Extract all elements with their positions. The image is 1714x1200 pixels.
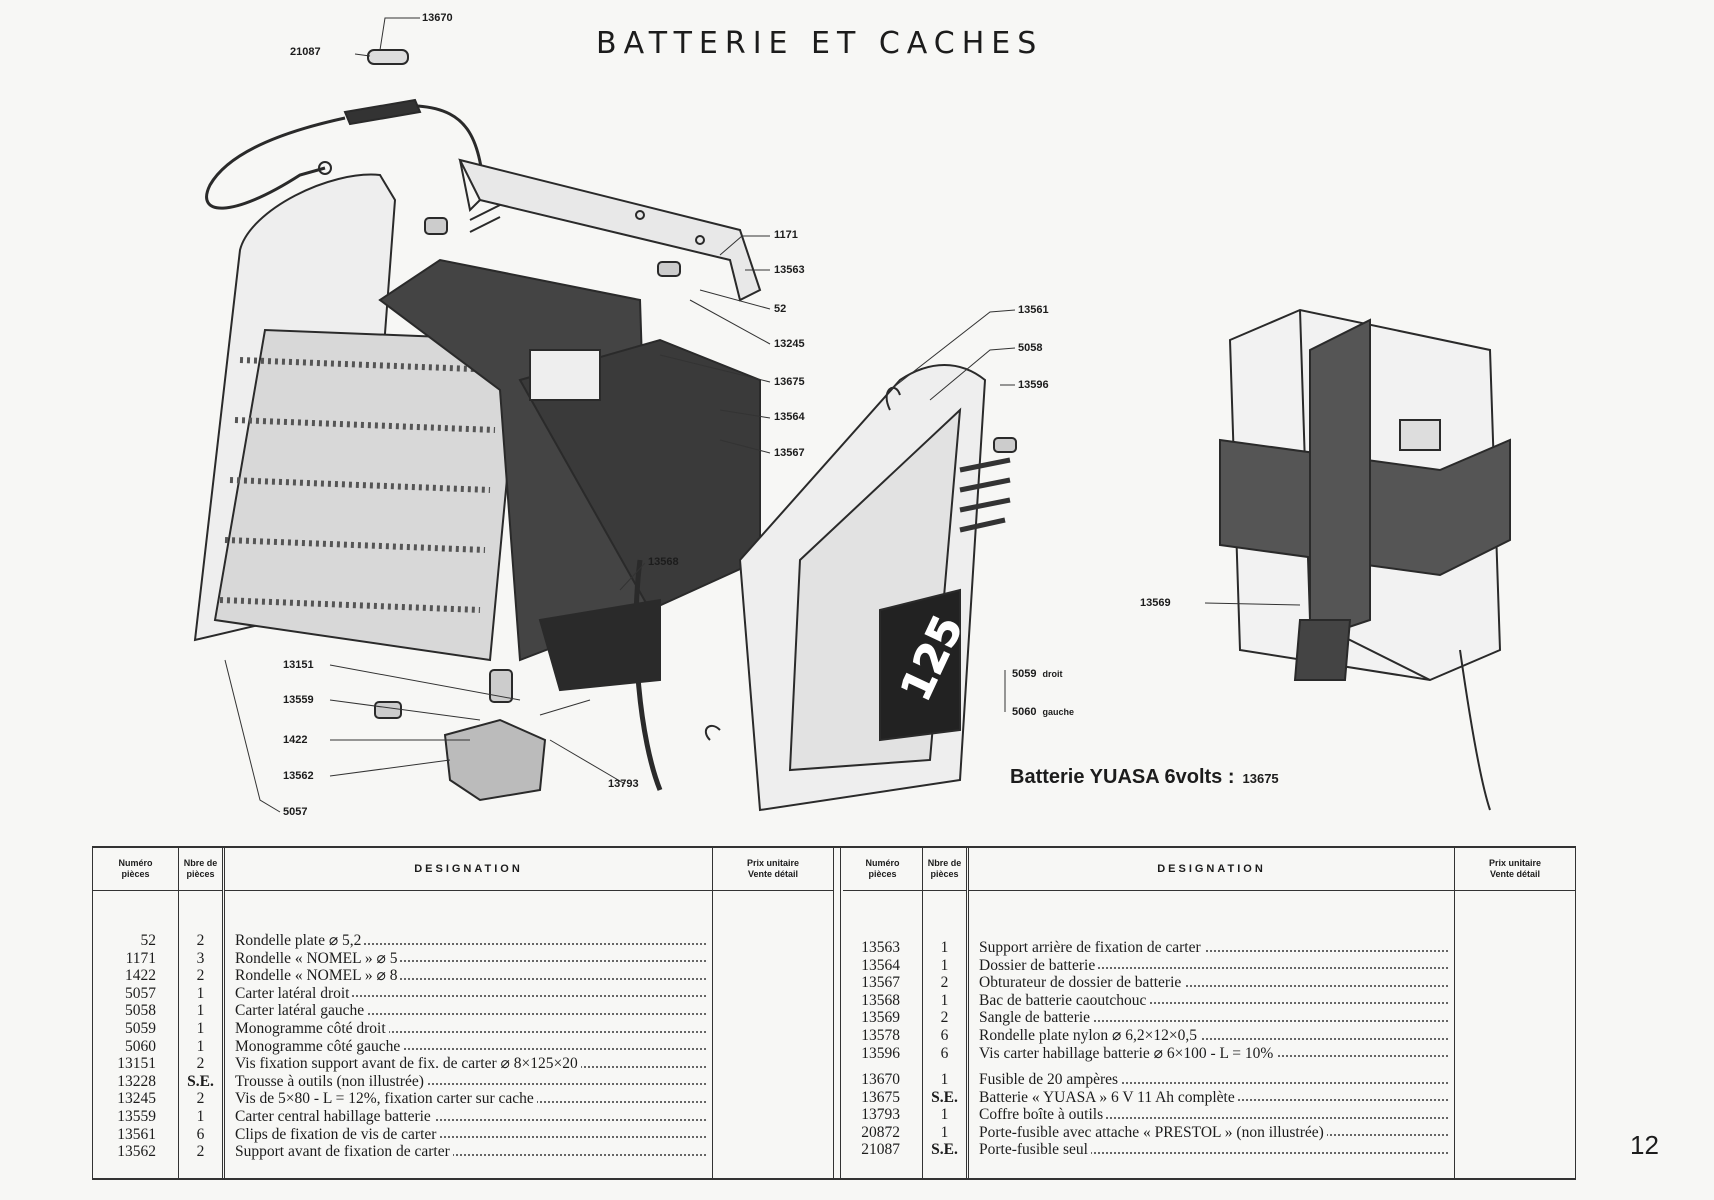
left-numbers bbox=[93, 932, 178, 1161]
part-number: 13563 bbox=[861, 939, 900, 956]
header-designation: DESIGNATION bbox=[225, 848, 712, 891]
callout-21087: 21087 bbox=[290, 46, 321, 58]
left-designations bbox=[225, 932, 712, 1161]
part-designation: Carter latéral gauche bbox=[225, 1002, 712, 1020]
battery-caption: Batterie YUASA 6volts : 13675 bbox=[1010, 766, 1279, 788]
part-number: 5058 bbox=[125, 1002, 156, 1020]
part-quantity: 2 bbox=[940, 1009, 949, 1027]
callout-13561: 13561 bbox=[1018, 304, 1049, 316]
part-designation: Clips de fixation de vis de carter bbox=[225, 1126, 712, 1144]
callout-13151: 13151 bbox=[283, 659, 314, 671]
part-designation: Vis de 5×80 - L = 12%, fixation carter sur cache bbox=[225, 1090, 712, 1108]
callout-1171: 1171 bbox=[774, 229, 798, 241]
part-quantity: S.E. bbox=[931, 1141, 958, 1159]
page-number: 12 bbox=[1630, 1130, 1659, 1160]
part-designation: Bac de batterie caoutchouc bbox=[969, 992, 1454, 1010]
callout-5060: 5060 gauche bbox=[1012, 706, 1074, 718]
header-prix: Prix unitaire Vente détail bbox=[713, 848, 833, 891]
strapped-battery-illustration bbox=[1220, 310, 1510, 810]
page-title: BATTERIE ET CACHES bbox=[596, 26, 1044, 61]
right-quantities-b bbox=[923, 1071, 966, 1159]
header-designation-right: DESIGNATION bbox=[969, 848, 1454, 891]
part-quantity: 1 bbox=[940, 1123, 949, 1141]
part-quantity: 1 bbox=[940, 991, 949, 1009]
callout-13567: 13567 bbox=[774, 447, 805, 459]
part-number: 13151 bbox=[117, 1055, 156, 1073]
col-numero bbox=[93, 848, 179, 1178]
part-number: 20872 bbox=[861, 1123, 900, 1141]
part-designation: Support arrière de fixation de carter bbox=[969, 939, 1454, 957]
part-number: 13568 bbox=[861, 991, 900, 1009]
header-prix-right: Prix unitaire Vente détail bbox=[1455, 848, 1575, 891]
part-quantity: 3 bbox=[196, 949, 205, 967]
part-number: 13670 bbox=[861, 1071, 900, 1088]
part-number: 13578 bbox=[861, 1026, 900, 1044]
part-number: 1422 bbox=[125, 967, 156, 985]
part-designation: Monogramme côté droit bbox=[225, 1020, 712, 1038]
part-number: 13569 bbox=[861, 1009, 900, 1027]
part-quantity: S.E. bbox=[931, 1088, 958, 1106]
callout-13596: 13596 bbox=[1018, 379, 1049, 391]
part-number: 52 bbox=[140, 932, 156, 949]
part-quantity: 1 bbox=[940, 1071, 949, 1088]
part-quantity: 2 bbox=[196, 1090, 205, 1108]
part-number: 13562 bbox=[117, 1143, 156, 1161]
right-designations-a bbox=[969, 939, 1454, 1062]
col-numero-right bbox=[843, 848, 923, 1178]
part-designation: Porte-fusible seul bbox=[969, 1141, 1454, 1159]
part-designation: Obturateur de dossier de batterie bbox=[969, 974, 1454, 992]
col-nbre-right bbox=[923, 848, 969, 1178]
header-nbre: Nbre de pièces bbox=[179, 848, 222, 891]
header-numero-right: Numéro pièces bbox=[843, 848, 922, 891]
part-designation: Support avant de fixation de carter bbox=[225, 1143, 712, 1161]
col-nbre bbox=[179, 848, 225, 1178]
part-quantity: 1 bbox=[196, 1002, 205, 1020]
callout-13562: 13562 bbox=[283, 770, 314, 782]
table-right-half bbox=[843, 848, 1575, 1178]
part-quantity: 2 bbox=[196, 1143, 205, 1161]
part-designation: Dossier de batterie bbox=[969, 957, 1454, 975]
part-number: 13793 bbox=[861, 1106, 900, 1124]
part-designation: Vis carter habillage batterie ⌀ 6×100 - L = 10% bbox=[969, 1045, 1454, 1063]
right-designations-b bbox=[969, 1071, 1454, 1159]
part-designation: Batterie « YUASA » 6 V 11 Ah complète bbox=[969, 1089, 1454, 1107]
part-quantity: 2 bbox=[196, 1055, 205, 1073]
callout-13568: 13568 bbox=[648, 556, 679, 568]
part-number: 1171 bbox=[125, 949, 156, 967]
part-designation: Monogramme côté gauche bbox=[225, 1038, 712, 1056]
part-designation: Rondelle plate nylon ⌀ 6,2×12×0,5 bbox=[969, 1027, 1454, 1045]
callout-13564: 13564 bbox=[774, 411, 805, 423]
col-designation bbox=[225, 848, 713, 1178]
callout-5059: 5059 droit bbox=[1012, 668, 1063, 680]
table-left-half bbox=[93, 848, 833, 1178]
part-quantity: 1 bbox=[196, 1019, 205, 1037]
part-quantity: 1 bbox=[940, 939, 949, 956]
part-designation: Fusible de 20 ampères bbox=[969, 1071, 1454, 1089]
part-number: 5059 bbox=[125, 1019, 156, 1037]
right-numbers-b bbox=[843, 1071, 922, 1159]
callout-5057: 5057 bbox=[283, 806, 308, 818]
header-numero: Numéro pièces bbox=[93, 848, 178, 891]
col-prix bbox=[713, 848, 833, 1178]
part-number: 13561 bbox=[117, 1125, 156, 1143]
part-designation: Vis fixation support avant de fix. de carter ⌀ 8×125×20 bbox=[225, 1055, 712, 1073]
callout-52: 52 bbox=[774, 303, 787, 315]
header-nbre-right: Nbre de pièces bbox=[923, 848, 966, 891]
part-number: 13675 bbox=[861, 1088, 900, 1106]
part-designation: Trousse à outils (non illustrée) bbox=[225, 1073, 712, 1091]
callout-13559: 13559 bbox=[283, 694, 314, 706]
part-number: 13596 bbox=[861, 1044, 900, 1062]
part-designation: Rondelle « NOMEL » ⌀ 5 bbox=[225, 950, 712, 968]
table-center-divider bbox=[833, 848, 841, 1178]
callout-13793: 13793 bbox=[608, 778, 639, 790]
part-quantity: 1 bbox=[940, 956, 949, 974]
part-number: 5060 bbox=[125, 1037, 156, 1055]
part-number: 13559 bbox=[117, 1107, 156, 1125]
col-designation-right bbox=[969, 848, 1455, 1178]
right-quantities-a bbox=[923, 939, 966, 1062]
part-quantity: 1 bbox=[196, 1037, 205, 1055]
monogram-125: 125 bbox=[890, 607, 973, 709]
part-designation: Rondelle plate ⌀ 5,2 bbox=[225, 932, 712, 950]
part-number: 13228 bbox=[117, 1072, 156, 1090]
part-designation: Sangle de batterie bbox=[969, 1009, 1454, 1027]
right-numbers-a bbox=[843, 939, 922, 1062]
part-quantity: 2 bbox=[196, 967, 205, 985]
part-designation: Coffre boîte à outils bbox=[969, 1106, 1454, 1124]
callout-13569: 13569 bbox=[1140, 597, 1171, 609]
part-quantity: 2 bbox=[940, 974, 949, 992]
part-quantity: 1 bbox=[940, 1106, 949, 1124]
callout-1422: 1422 bbox=[283, 734, 308, 746]
part-number: 13564 bbox=[861, 956, 900, 974]
callout-13563: 13563 bbox=[774, 264, 805, 276]
part-quantity: 6 bbox=[940, 1026, 949, 1044]
parts-table bbox=[92, 846, 1576, 1180]
part-number: 13245 bbox=[117, 1090, 156, 1108]
part-quantity: 6 bbox=[196, 1125, 205, 1143]
part-designation: Porte-fusible avec attache « PRESTOL » (non illustrée) bbox=[969, 1124, 1454, 1142]
callout-13670: 13670 bbox=[422, 12, 453, 24]
part-designation: Rondelle « NOMEL » ⌀ 8 bbox=[225, 967, 712, 985]
left-carter-illustration bbox=[195, 175, 520, 660]
part-quantity: 1 bbox=[196, 1107, 205, 1125]
part-designation: Carter central habillage batterie bbox=[225, 1108, 712, 1126]
left-quantities bbox=[179, 932, 222, 1161]
callout-13245: 13245 bbox=[774, 338, 805, 350]
part-quantity: 1 bbox=[196, 984, 205, 1002]
part-number: 13567 bbox=[861, 974, 900, 992]
part-quantity: 2 bbox=[196, 932, 205, 949]
part-quantity: S.E. bbox=[187, 1072, 214, 1090]
part-quantity: 6 bbox=[940, 1044, 949, 1062]
part-designation: Carter latéral droit bbox=[225, 985, 712, 1003]
callout-13675: 13675 bbox=[774, 376, 805, 388]
front-bracket-illustration bbox=[445, 720, 545, 800]
callout-5058: 5058 bbox=[1018, 342, 1043, 354]
part-number: 21087 bbox=[861, 1141, 900, 1159]
col-prix-right bbox=[1455, 848, 1575, 1178]
part-number: 5057 bbox=[125, 984, 156, 1002]
